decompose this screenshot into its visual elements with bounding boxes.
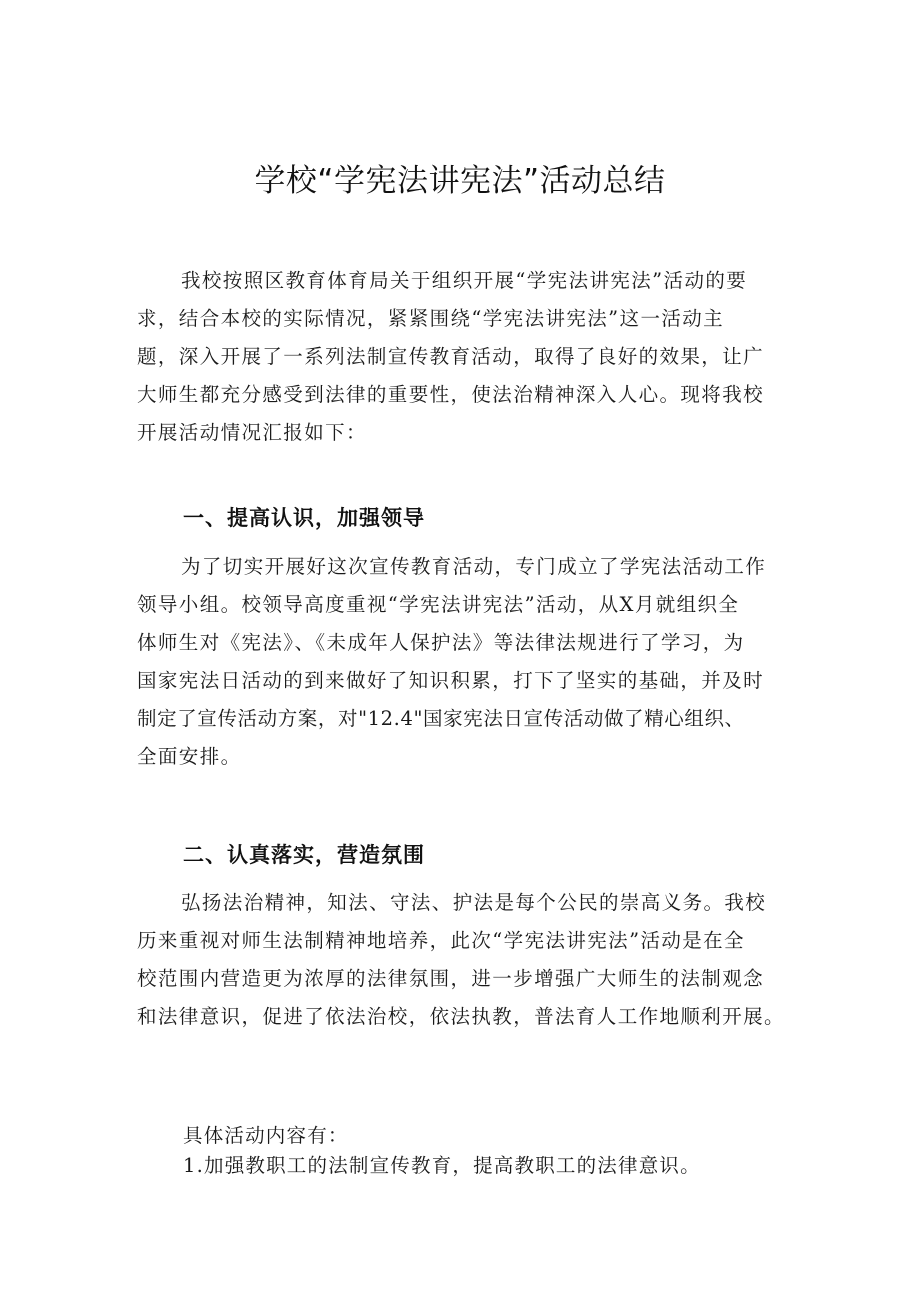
paragraph-line: 领导小组。校领导高度重视“学宪法讲宪法”活动，从X月就组织全 [137, 593, 740, 616]
paragraph-line: 体师生对《宪法》、《未成年人保护法》等法律法规进行了学习，为 [137, 631, 745, 654]
section-1-paragraph [137, 548, 797, 776]
activities-intro: 具体活动内容有： [183, 1124, 349, 1147]
section-heading-2: 二、认真落实，营造氛围 [183, 843, 425, 867]
paragraph-line: 全面安排。 [137, 745, 242, 768]
paragraph-line: 历来重视对师生法制精神地培养，此次“学宪法讲宪法”活动是在全 [137, 929, 745, 952]
activity-list-item: 1.加强教职工的法制宣传教育，提高教职工的法律意识。 [183, 1154, 701, 1177]
paragraph-line: 大师生都充分感受到法律的重要性，使法治精神深入人心。现将我校 [137, 383, 765, 406]
paragraph-line: 国家宪法日活动的到来做好了知识积累，打下了坚实的基础，并及时 [137, 669, 765, 692]
paragraph-line: 我校按照区教育体育局关于组织开展“学宪法讲宪法”活动的要 [181, 269, 748, 292]
paragraph-line: 弘扬法治精神，知法、守法、护法是每个公民的崇高义务。我校 [181, 891, 767, 914]
paragraph-line: 和法律意识，促进了依法治校，依法执教，普法育人工作地顺利开展。 [137, 1005, 785, 1028]
paragraph-line: 制定了宣传活动方案，对"12.4"国家宪法日宣传活动做了精心组织、 [137, 707, 745, 730]
paragraph-line: 题，深入开展了一系列法制宣传教育活动，取得了良好的效果，让广 [137, 345, 765, 368]
paragraph-line: 开展活动情况汇报如下： [137, 421, 367, 444]
section-heading-1: 一、提高认识，加强领导 [183, 506, 425, 530]
paragraph-line: 校范围内营造更为浓厚的法律氛围，进一步增强广大师生的法制观念 [137, 967, 765, 990]
intro-paragraph [137, 262, 797, 452]
section-2-paragraph [137, 884, 797, 1036]
document-title: 学校“学宪法讲宪法”活动总结 [254, 163, 666, 199]
paragraph-line: 为了切实开展好这次宣传教育活动，专门成立了学宪法活动工作 [181, 555, 767, 578]
paragraph-line: 求，结合本校的实际情况，紧紧围绕“学宪法讲宪法”这一活动主 [137, 307, 725, 330]
